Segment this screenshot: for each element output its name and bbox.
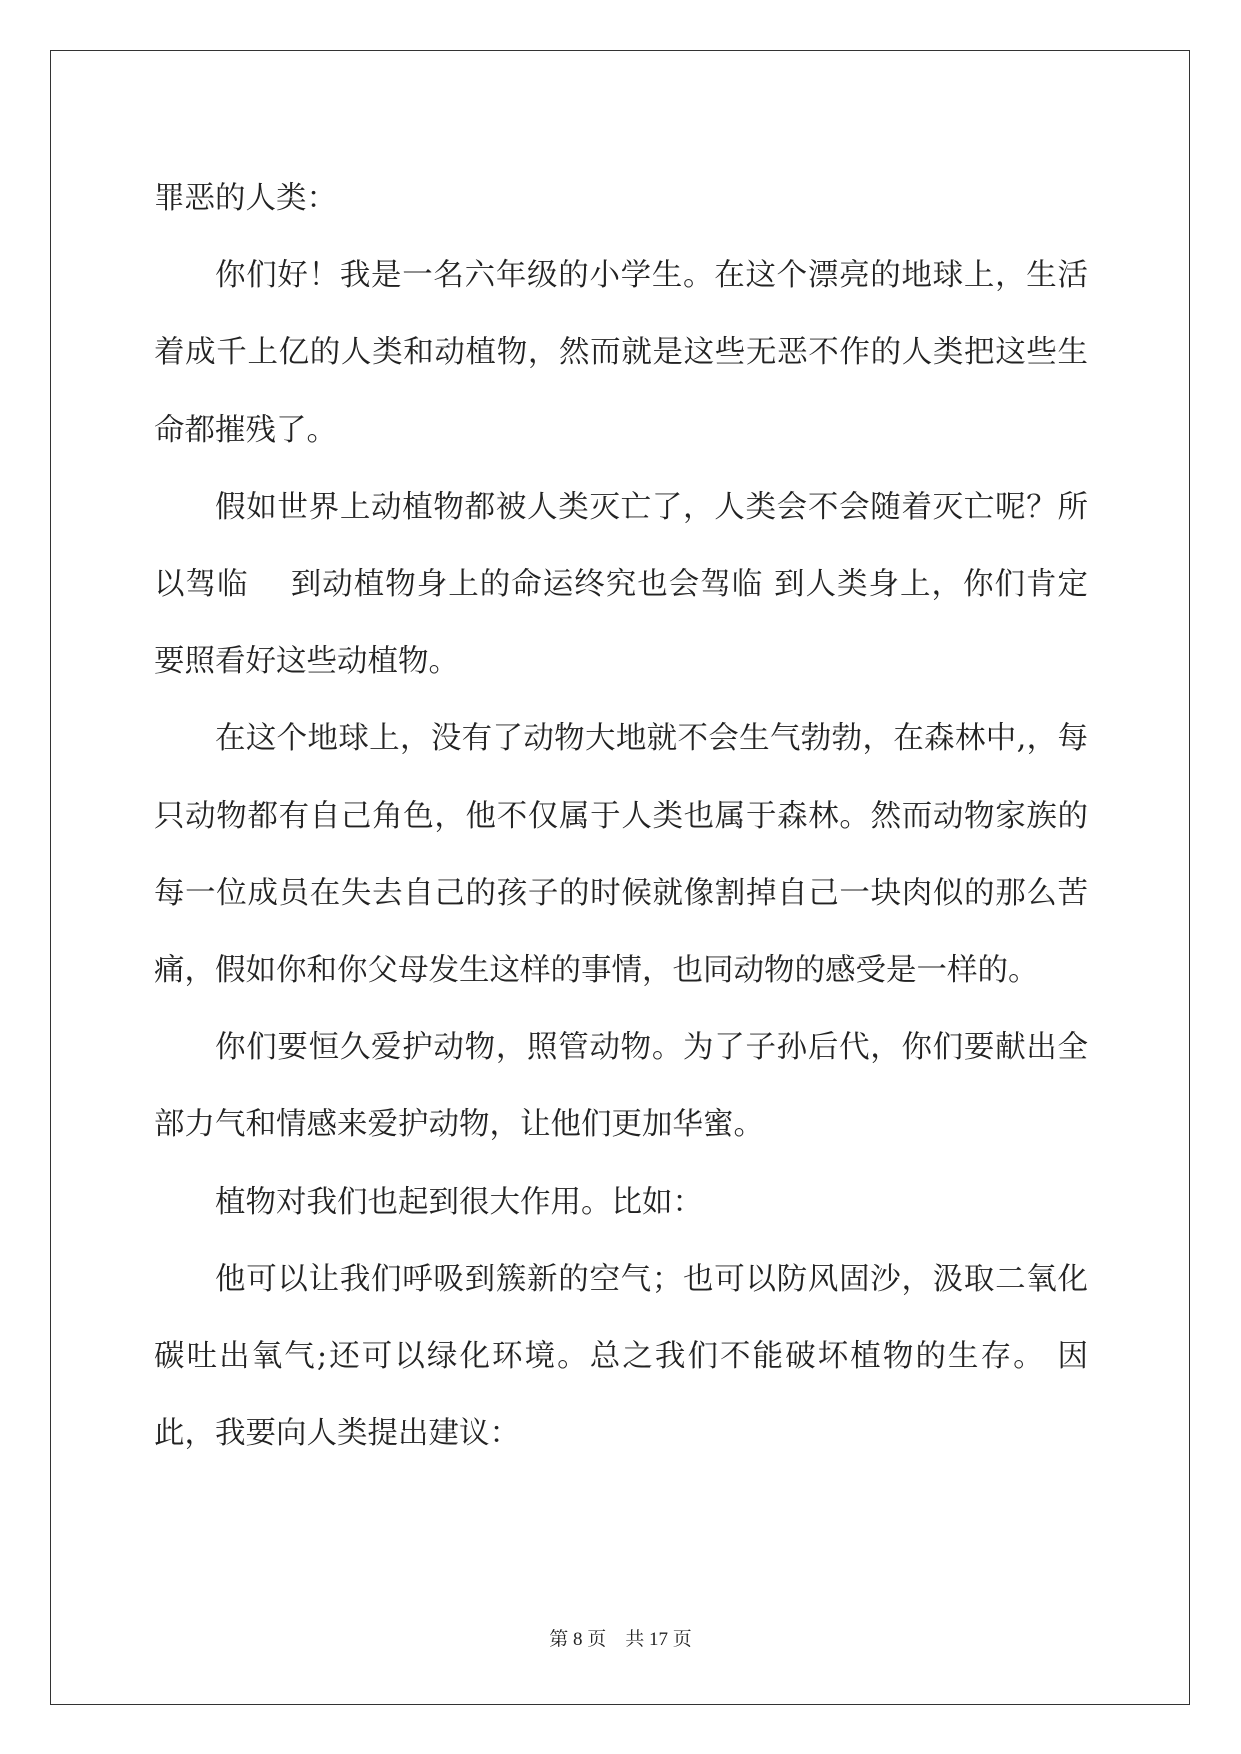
salutation: 罪恶的人类： — [154, 181, 337, 216]
paragraph: 植物对我们也起到很大作用。比如： — [215, 1184, 703, 1220]
paragraph: 在这个地球上，没有了动物大地就不会生气勃勃，在森林中,，每只动物都有自己角色，他不仅属于人类也属于森林。然而动物家族的每一位成员在失去自己的孩子的时候就像割掉自己一块肉似的那么苦痛，假如你和你父母发生这样的事情，也同动物的感受是一样的。 — [154, 721, 1088, 989]
paragraph: 假如世界上动植物都被人类灭亡了，人类会不会随着灭亡呢？所以驾临 到动植物身上的命运终究也会驾临 到人类身上，你们肯定要照看好这些动植物。 — [154, 489, 1088, 680]
paragraph: 他可以让我们呼吸到簇新的空气；也可以防风固沙，汲取二氧化碳吐出氧气;还可以绿化环境。总之我们不能破坏植物的生存。 因此，我要向人类提出建议： — [154, 1261, 1088, 1452]
page-number-footer: 第 8 页 共 17 页 — [549, 1629, 692, 1650]
document-body — [154, 160, 1088, 1472]
paragraph: 你们好！我是一名六年级的小学生。在这个漂亮的地球上，生活着成千上亿的人类和动植物，然而就是这些无恶不作的人类把这些生命都摧残了。 — [154, 258, 1088, 448]
paragraph: 你们要恒久爱护动物，照管动物。为了子孙后代，你们要献出全部力气和情感来爱护动物，让他们更加华蜜。 — [154, 1030, 1088, 1143]
